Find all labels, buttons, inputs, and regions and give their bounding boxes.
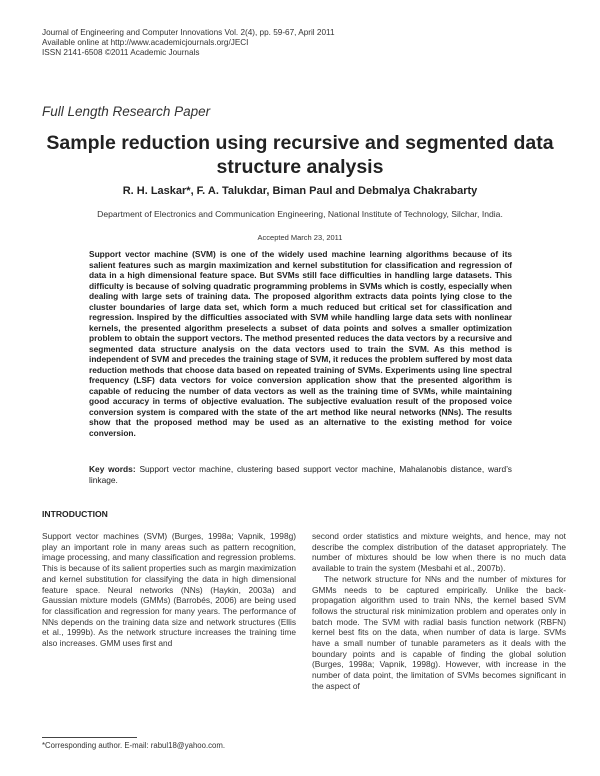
intro-paragraph-1: Support vector machines (SVM) (Burges, 1998a; Vapnik, 1998g) play an important role in many areas such as pattern recognition, image processing, and many classification and regression problems. This is because of its salient properties such as margin maximization and kernel substitution for classifying the data in high dimensional feature space. Neural networks (NNs) (Haykin, 2003a) and Gaussian mixture models (GMMs) (Barrobés, 2006) are being used for classification and regression for many years. The performance of NNs depends on the training data size and network structures (Ellis et al., 1999b). As the network structure increases the training time also increases. GMM uses first and bbox=[42, 531, 296, 649]
intro-paragraph-1-continued: second order statistics and mixture weights, and hence, may not describe the complex distribution of the dataset appropriately. The number of mixtures should be low when there is no much data available to train the system (Mesbahi et al., 2007b). bbox=[312, 531, 566, 574]
keywords bbox=[89, 464, 512, 485]
author-list: R. H. Laskar*, F. A. Talukdar, Biman Paul and Debmalya Chakrabarty bbox=[122, 185, 478, 197]
accepted-date: Accepted March 23, 2011 bbox=[257, 233, 343, 242]
journal-url: Available online at http://www.academicjournals.org/JECI bbox=[42, 38, 249, 48]
body-column-right bbox=[312, 531, 566, 692]
journal-header bbox=[42, 28, 335, 59]
intro-paragraph-2: The network structure for NNs and the number of mixtures for GMMs needs to be captured empirically. Unlike the back-propagation algorithm used to train NNs, the kernel based SVM follows the structural risk minimization problem and operates only in batch mode. The SVM with radial basis function network (RBFN) kernel best fits on the data, when number of data is large. SVMs have a small number of tunable parameters as it deals with the boundary points and is capable of finding the global solution (Burges, 1998a; Vapnik, 1998g). However, with increase in the number of data point, the limitation of SVMs becomes significant in the aspect of bbox=[312, 573, 566, 691]
keywords-label: Key words: bbox=[89, 464, 136, 474]
abstract: Support vector machine (SVM) is one of the widely used machine learning algorithms because of its salient features such as margin maximization and kernel substitution for classification and regression of data in a high dimensional feature space. But SVMs still face difficulties in handling large datasets. This difficulty is because of solving quadratic programming problems in SVMs which is costly, especially when dealing with large sets of training data. The proposed algorithm extracts data points lying close to the cluster boundaries of large data set, which form a much reduced but critical set for classification and regression. Inspired by the difficulties associated with SVM while handling large data sets with nonlinear kernels, the presented algorithm preselects a subset of data points and solves a smaller optimization problem to obtain the support vectors. The method presented reduces the data vectors by a recursive and segmented data structure analysis on the data vectors used to train the SVM. As this method is independent of SVM and precedes the training stage of SVM, it reduces the problem suffered by most data reduction methods that choose data based on repeated training of SVMs. Experiments using line spectral frequency (LSF) data vectors for voice conversion application show that the presented algorithm is capable of reducing the number of data vectors as well as the training time of SVMs, while maintaining good accuracy in terms of objective evaluation. The subjective evaluation result of the proposed voice conversion system is compared with the state of the art method like neural networks (NNs). The results show that the proposed method may be used as an alternative to the existing method for voice conversion. bbox=[89, 249, 512, 438]
paper-title: Sample reduction using recursive and segmented data structure analysis bbox=[46, 132, 554, 178]
section-heading-introduction: INTRODUCTION bbox=[42, 509, 108, 519]
keywords-text: Support vector machine, clustering based support vector machine, Mahalanobis distance, ward’s linkage. bbox=[89, 464, 512, 485]
affiliation: Department of Electronics and Communication Engineering, National Institute of Technology, Silchar, India. bbox=[97, 209, 503, 219]
journal-citation: Journal of Engineering and Computer Innovations Vol. 2(4), pp. 59-67, April 2011 bbox=[42, 28, 335, 37]
body-column-left bbox=[42, 531, 296, 649]
journal-issn: ISSN 2141-6508 ©2011 Academic Journals bbox=[42, 48, 200, 58]
paper-category: Full Length Research Paper bbox=[42, 104, 211, 119]
footnote-divider bbox=[42, 737, 137, 738]
corresponding-author-footnote: *Corresponding author. E-mail: rabul18@yahoo.com. bbox=[42, 741, 226, 750]
